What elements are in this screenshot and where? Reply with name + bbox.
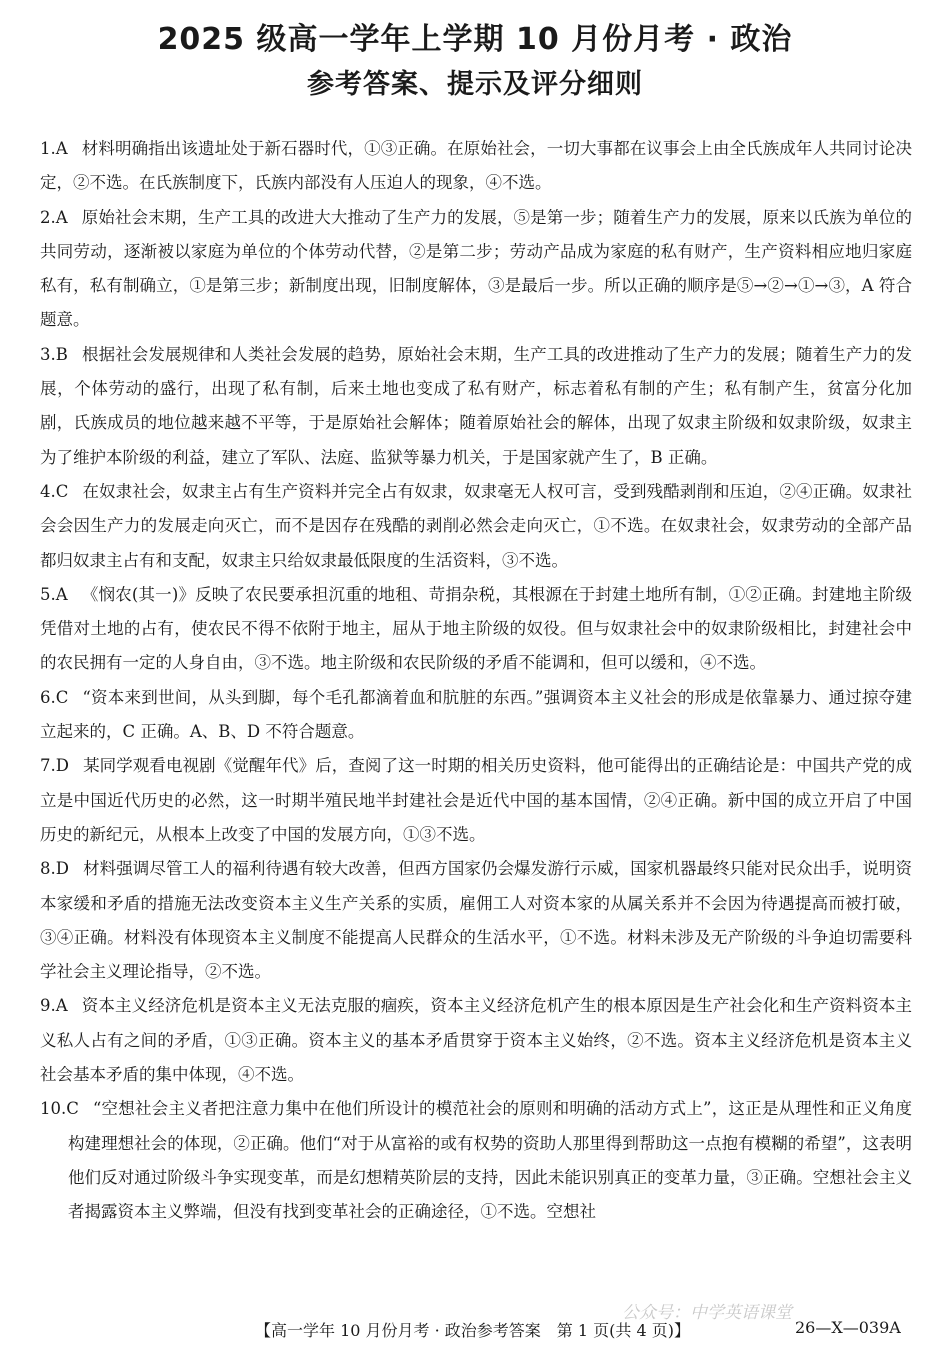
answer-item-7 <box>40 749 912 852</box>
answer-item-3 <box>40 338 912 475</box>
page-subtitle: 参考答案、提示及评分细则 <box>307 69 643 100</box>
answer-number: 9. <box>40 996 56 1016</box>
answer-choice: C <box>55 687 69 707</box>
answer-choice: D <box>55 859 69 879</box>
answer-list <box>40 132 912 1230</box>
answer-item-10 <box>40 1092 912 1229</box>
answer-choice: A <box>55 584 68 604</box>
answer-number: 6. <box>40 687 56 707</box>
answer-number: 10. <box>40 1099 67 1119</box>
answer-choice: D <box>55 756 69 776</box>
answer-number: 7. <box>40 756 56 776</box>
answer-choice: B <box>55 344 68 364</box>
answer-explanation: “空想社会主义者把注意力集中在他们所设计的模范社会的原则和明确的活动方式上”，这正是从理性和正义角度构建理想社会的体现，②正确。他们“对于从富裕的或有权势的资助人那里得到帮助这一点抱有模糊的希望”，这表明他们反对通过阶级斗争实现变革，而是幻想精英阶层的支持，因此未能识别真正的变革力量，③正确。空想社会主义者揭露资本主义弊端，但没有找到变革社会的正确途径，①不选。空想社 <box>68 1099 912 1222</box>
answer-item-9 <box>40 989 912 1092</box>
page-footer: 【高一学年 10 月份月考 · 政治参考答案 第 1 页(共 4 页)】 <box>255 1321 690 1340</box>
answer-explanation: 某同学观看电视剧《觉醒年代》后，查阅了这一时期的相关历史资料，他可能得出的正确结论是：中国共产党的成立是中国近代历史的必然，这一时期半殖民地半封建社会是近代中国的基本国情，②④正确。新中国的成立开启了中国历史的新纪元，从根本上改变了中国的发展方向，①③不选。 <box>40 756 912 844</box>
answer-item-4 <box>40 475 912 578</box>
answer-number: 1. <box>40 139 56 158</box>
answer-item-1 <box>40 132 912 201</box>
answer-explanation: 根据社会发展规律和人类社会发展的趋势，原始社会末期，生产工具的改进推动了生产力的发展；随着生产力的发展，个体劳动的盛行，出现了私有制，后来土地也变成了私有财产，标志着私有制的产生；私有制产生，贫富分化加剧，氏族成员的地位越来越不平等，于是原始社会解体；随着原始社会的解体，出现了奴隶主阶级和奴隶阶级，奴隶主为了维护本阶级的利益，建立了军队、法庭、监狱等暴力机关，于是国家就产生了，B 正确。 <box>40 344 912 467</box>
answer-number: 2. <box>40 207 56 227</box>
answer-choice: A <box>55 207 68 227</box>
page-title: 2025 级高一学年上学期 10 月份月考 · 政治 <box>157 22 793 57</box>
watermark: 公众号：中学英语课堂 <box>622 1303 792 1323</box>
answer-explanation: “资本来到世间，从头到脚，每个毛孔都滴着血和肮脏的东西。”强调资本主义社会的形成是依靠暴力、通过掠夺建立起来的，C 正确。A、B、D 不符合题意。 <box>40 687 912 742</box>
answer-explanation: 《悯农(其一)》反映了农民要承担沉重的地租、苛捐杂税，其根源在于封建土地所有制，①②正确。封建地主阶级凭借对土地的占有，使农民不得不依附于地主，屈从于地主阶级的奴役。但与奴隶社会中的奴隶阶级相比，封建社会中的农民拥有一定的人身自由，③不选。地主阶级和农民阶级的矛盾不能调和，但可以缓和，④不选。 <box>40 584 912 673</box>
answer-item-5 <box>40 578 912 681</box>
answer-explanation: 资本主义经济危机是资本主义无法克服的痼疾，资本主义经济危机产生的根本原因是生产社会化和生产资料资本主义私人占有之间的矛盾，①③正确。资本主义的基本矛盾贯穿于资本主义始终，②不选。资本主义经济危机是资本主义社会基本矛盾的集中体现，④不选。 <box>40 996 912 1085</box>
answer-choice: A <box>55 139 68 158</box>
answer-number: 4. <box>40 481 56 501</box>
answer-explanation: 在奴隶社会，奴隶主占有生产资料并完全占有奴隶，奴隶毫无人权可言，受到残酷剥削和压迫，②④正确。奴隶社会会因生产力的发展走向灭亡，而不是因存在残酷的剥削必然会走向灭亡，①不选。在奴隶社会，奴隶劳动的全部产品都归奴隶主占有和支配，奴隶主只给奴隶最低限度的生活资料，③不选。 <box>40 481 912 570</box>
answer-choice: A <box>55 996 68 1016</box>
answer-item-2 <box>40 201 912 338</box>
answer-item-6 <box>40 681 912 750</box>
answer-explanation: 原始社会末期，生产工具的改进大大推动了生产力的发展，⑤是第一步；随着生产力的发展，原来以氏族为单位的共同劳动，逐渐被以家庭为单位的个体劳动代替，②是第二步；劳动产品成为家庭的私有财产，生产资料相应地归家庭私有，私有制确立，①是第三步；新制度出现，旧制度解体，③是最后一步。所以正确的顺序是⑤→②→①→③，A 符合题意。 <box>40 207 912 330</box>
answer-item-8 <box>40 852 912 989</box>
answer-explanation: 材料强调尽管工人的福利待遇有较大改善，但西方国家仍会爆发游行示威，国家机器最终只能对民众出手，说明资本家缓和矛盾的措施无法改变资本主义生产关系的实质，雇佣工人对资本家的从属关系并不会因为待遇提高而被打破，③④正确。材料没有体现资本主义制度不能提高人民群众的生活水平，①不选。材料未涉及无产阶级的斗争迫切需要科学社会主义理论指导，②不选。 <box>40 859 912 982</box>
answer-explanation: 材料明确指出该遗址处于新石器时代，①③正确。在原始社会，一切大事都在议事会上由全氏族成年人共同讨论决定，②不选。在氏族制度下，氏族内部没有人压迫人的现象，④不选。 <box>40 139 912 193</box>
answer-choice: C <box>66 1099 79 1119</box>
answer-number: 3. <box>40 344 56 364</box>
answer-number: 8. <box>40 859 56 879</box>
answer-choice: C <box>55 481 69 501</box>
document-code: 26—X—039A <box>795 1318 901 1337</box>
answer-number: 5. <box>40 584 56 604</box>
